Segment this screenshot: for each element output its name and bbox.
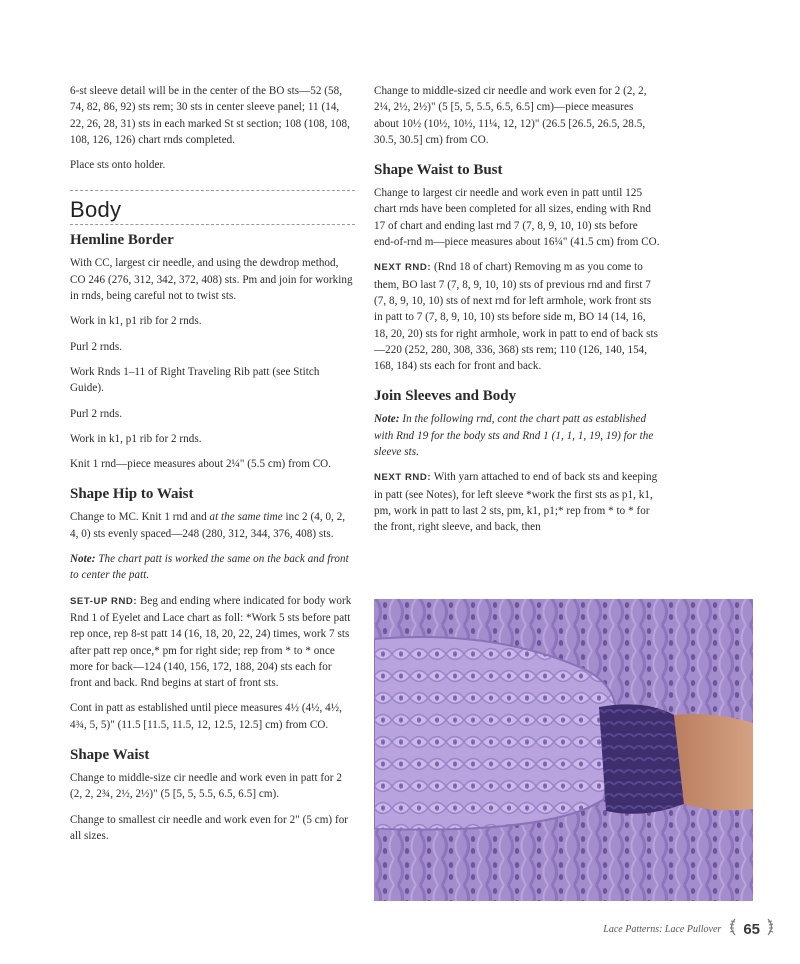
hemline-p5: Purl 2 rnds. xyxy=(70,407,123,420)
hemline-p3: Purl 2 rnds. xyxy=(70,340,123,353)
leaf-ornament-right xyxy=(766,918,776,936)
leaf-ornament-left xyxy=(727,918,737,936)
join-note-text: In the following rnd, cont the chart patt as established with Rnd 19 for the body sts and Rnd 1 (1, 1, 1, 19, 19) for the sleeve sts. xyxy=(374,413,654,459)
intro-paragraph: 6-st sleeve detail will be in the center of the BO sts—52 (58, 74, 82, 86, 92) sts rem; 30 sts in center sleeve panel; 11 (14, 22, 26, 28, 31) sts in each marked St st section; 108 (108, 108, 108, 126, 126) chart rnds completed. xyxy=(70,85,350,146)
hemline-p1: With CC, largest cir needle, and using the dewdrop method, CO 246 (276, 312, 342, 372, 408) sts. Pm and join for working in rnds, being careful not to twist sts. xyxy=(70,257,353,303)
hip-p1-a: Change to MC. Knit 1 rnd and xyxy=(70,511,210,524)
leaf-ornament-icon-right xyxy=(766,918,776,941)
join-note-label: Note: xyxy=(374,413,400,426)
note-text: The chart patt is worked the same on the back and front to center the patt. xyxy=(70,553,349,582)
leaf-ornament-icon xyxy=(727,918,737,941)
left-column xyxy=(70,83,355,853)
running-title: Lace Patterns: Lace Pullover xyxy=(603,923,722,935)
hip-note xyxy=(70,551,355,584)
place-paragraph: Place sts onto holder. xyxy=(70,159,166,172)
hemline-p7: Knit 1 rnd—piece measures about 2¼" (5.5 cm) from CO. xyxy=(70,458,332,471)
bust-p1: Change to largest cir needle and work even in patt until 125 chart rnds have been completed for all sizes, ending with Rnd 17 of chart and ending last rnd 7 (7, 8, 9, 10, 10) sts before end-of-rnd m—piece measures about 16¼" (41.5 cm) from CO. xyxy=(374,187,660,249)
setup-rnd-label: SET-UP RND: xyxy=(70,595,138,607)
join-note xyxy=(374,411,660,460)
waist-p2: Change to smallest cir needle and work even for 2" (5 cm) for all sizes. xyxy=(70,813,349,842)
section-title-body: Body xyxy=(70,190,355,225)
hemline-p6: Work in k1, p1 rib for 2 rnds. xyxy=(70,432,202,445)
page-footer xyxy=(603,918,776,940)
note-label: Note: xyxy=(70,553,96,566)
heading-shape-hip-to-waist: Shape Hip to Waist xyxy=(70,486,194,503)
right-column xyxy=(374,83,660,545)
join-next-rnd xyxy=(374,469,660,535)
heading-shape-waist: Shape Waist xyxy=(70,747,150,764)
next-rnd-label: NEXT RND: xyxy=(374,262,432,274)
hemline-p4: Work Rnds 1–11 of Right Traveling Rib patt (see Stitch Guide). xyxy=(70,365,320,395)
hip-p1-b: inc 2 (4, 0, 2, 4, 0) sts evenly spaced—248 (280, 312, 344, 376, 408) sts. xyxy=(70,511,346,540)
right-intro: Change to middle-sized cir needle and work even for 2 (2, 2, 2¼, 2½, 2½)" (5 [5, 5, 5.5, 6.5, 6.5] cm)—piece measures about 10½ (10½, 10½, 11¼, 12, 12)" (26.5 [26.5, 26.5, 28.5, 30.5, 30.5] cm) from CO. xyxy=(374,85,647,146)
waist-p1: Change to middle-size cir needle and work even in patt for 2 (2, 2, 2¾, 2½, 2½)" (5 [5, 5, 5.5, 6.5, 6.5] cm). xyxy=(70,772,342,801)
hip-cont: Cont in patt as established until piece measures 4½ (4½, 4½, 4¾, 5, 5)" (11.5 [11.5, 11.5, 12, 12.5, 12.5] cm) from CO. xyxy=(70,702,342,731)
heading-join-sleeves-and-body: Join Sleeves and Body xyxy=(374,388,517,405)
photo-illustration xyxy=(374,599,753,901)
heading-hemline-border: Hemline Border xyxy=(70,232,174,249)
setup-rnd-text: Beg and ending where indicated for body work Rnd 1 of Eyelet and Lace chart as foll: *Work 5 sts before patt rep once, rep 8-st patt 14 (16, 18, 20, 22, 24) times, work 7 sts after patt rep once,* pm for right side; rep from * to * once more for back—124 (140, 156, 172, 188, 204) sts each for front and back. Rnd begins at start of front sts. xyxy=(70,594,352,690)
page-number: 65 xyxy=(743,920,760,938)
setup-rnd-paragraph xyxy=(70,593,355,692)
hemline-p2: Work in k1, p1 rib for 2 rnds. xyxy=(70,315,202,328)
hip-p1-italic: at the same time xyxy=(209,511,283,524)
next-rnd-text: (Rnd 18 of chart) Removing m as you come to them, BO last 7 (7, 8, 9, 10, 10) sts of previous rnd and first 7 (7, 8, 9, 10, 10) sts of next rnd for left armhole, work front sts in patt to 7 (7, 8, 9, 10, 10) sts before side m, BO 14 (14, 16, 18, 20, 20) sts for right armhole, work in patt to end of back sts—220 (252, 280, 308, 336, 368) sts rem; 110 (126, 140, 154, 168, 184) sts each for front and back. xyxy=(374,261,658,373)
heading-shape-waist-to-bust: Shape Waist to Bust xyxy=(374,162,503,179)
bust-next-rnd xyxy=(374,259,660,374)
knitted-lace-sleeve-photo xyxy=(374,599,753,901)
join-next-rnd-label: NEXT RND: xyxy=(374,472,432,484)
join-next-rnd-text: With yarn attached to end of back sts and keeping in patt (see Notes), for left sleeve *work the first sts as p1, k1, pm, work in patt to last 2 sts, pm, k1, p1;* rep from * to * for the front, right sleeve, and back, then xyxy=(374,471,658,534)
hip-p1 xyxy=(70,509,355,542)
